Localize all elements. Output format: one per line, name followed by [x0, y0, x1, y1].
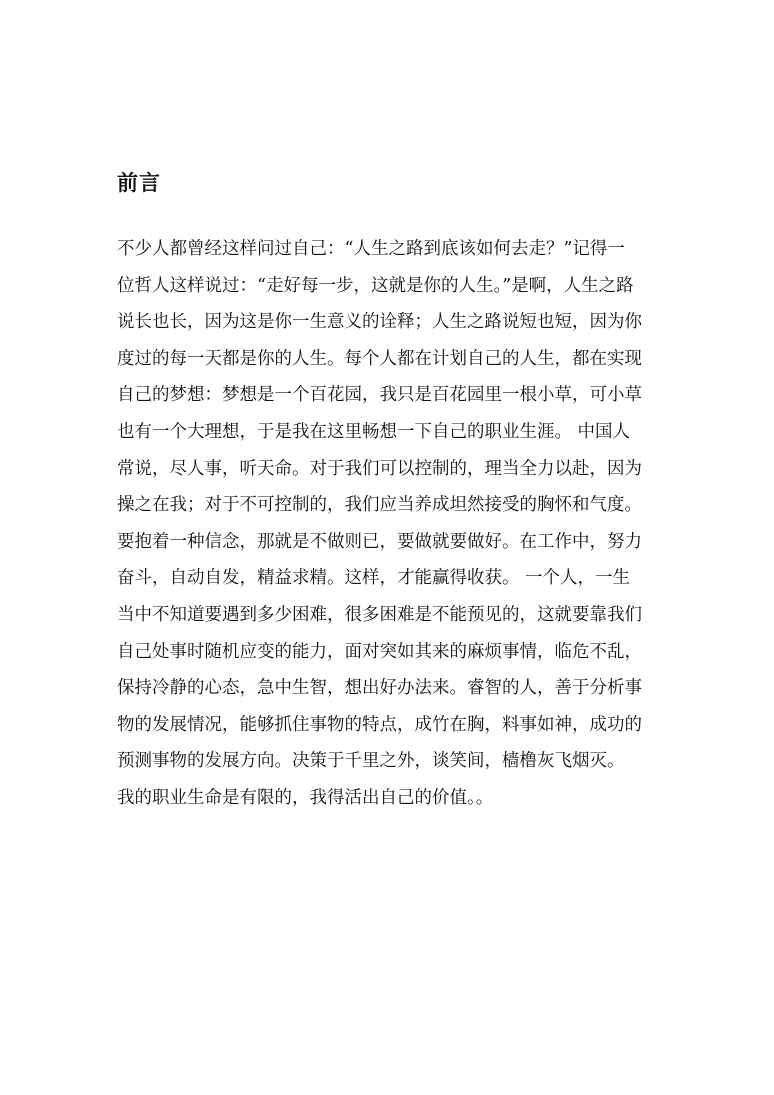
paragraph-line: 常说，尽人事，听天命。对于我们可以控制的，理当全力以赴，因为 [117, 458, 642, 479]
paragraph-line: 说长也长，因为这是你一生意义的诠释；人生之路说短也短，因为你 [117, 312, 642, 333]
paragraph-line: 物的发展情况，能够抓住事物的特点，成竹在胸，料事如神，成功的 [117, 714, 642, 735]
paragraph-line: 也有一个大理想，于是我在这里畅想一下自己的职业生涯。 中国人 [117, 421, 631, 442]
paragraph-line: 自己的梦想：梦想是一个百花园，我只是百花园里一根小草，可小草 [117, 385, 642, 406]
paragraph-line: 位哲人这样说过：“走好每一步，这就是你的人生。”是啊，人生之路 [117, 275, 634, 296]
paragraph-line: 预测事物的发展方向。决策于千里之外，谈笑间，樯橹灰飞烟灭。 [117, 751, 625, 772]
paragraph-line: 要抱着一种信念，那就是不做则已，要做就要做好。在工作中，努力 [117, 531, 642, 552]
paragraph-line: 我的职业生命是有限的，我得活出自己的价值。。 [117, 787, 494, 808]
paragraph-line: 不少人都曾经这样问过自己：“人生之路到底该如何去走？”记得一 [117, 239, 625, 259]
paragraph-line: 度过的每一天都是你的人生。每个人都在计划自己的人生，都在实现 [117, 348, 642, 369]
page-title: 前言 [117, 171, 161, 195]
body-paragraph [117, 231, 661, 817]
paragraph-line: 当中不知道要遇到多少困难，很多困难是不能预见的，这就要靠我们 [117, 604, 642, 625]
paragraph-line: 自己处事时随机应变的能力，面对突如其来的麻烦事情，临危不乱， [117, 641, 642, 662]
paragraph-line: 操之在我；对于不可控制的，我们应当养成坦然接受的胸怀和气度。 [117, 495, 642, 516]
paragraph-line: 保持冷静的心态，急中生智，想出好办法来。睿智的人，善于分析事 [117, 678, 642, 699]
paragraph-line: 奋斗，自动自发，精益求精。这样，才能赢得收获。 一个人，一生 [117, 568, 631, 589]
